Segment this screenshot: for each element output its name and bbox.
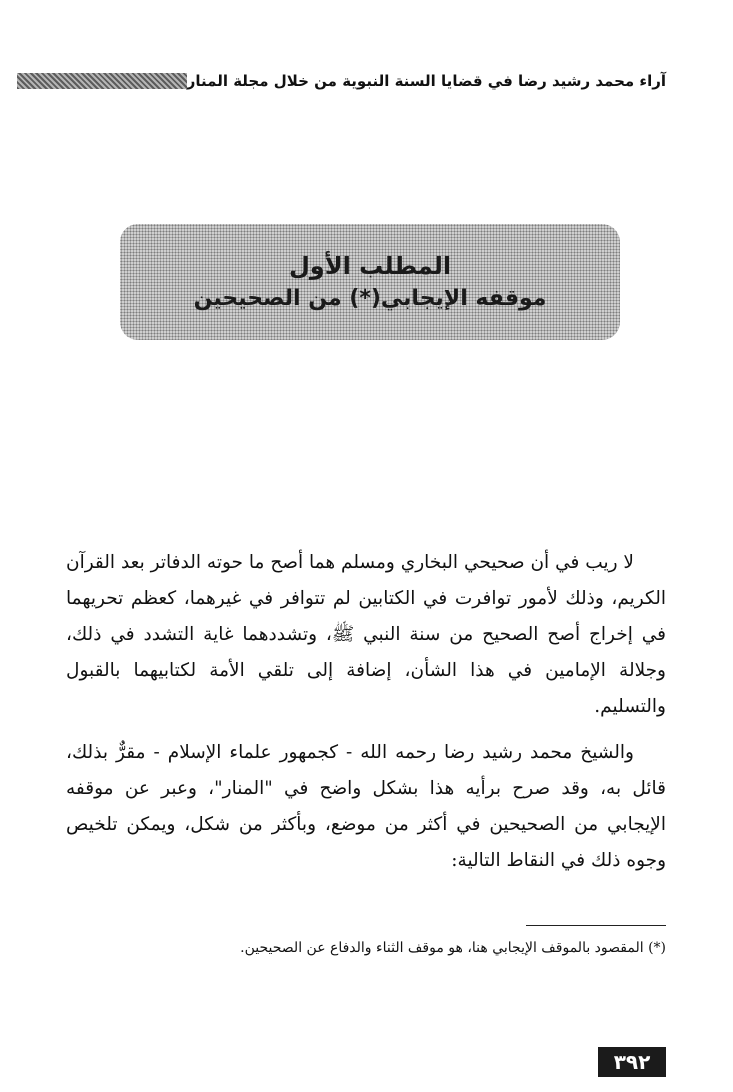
section-heading-box <box>120 224 620 340</box>
footnote-divider <box>526 925 666 926</box>
page-number: ٣٩٢ <box>598 1047 666 1077</box>
footnote: (*) المقصود بالموقف الإيجابي هنا، هو موقف الثناء والدفاع عن الصحيحين. <box>240 940 666 956</box>
running-header <box>66 66 666 96</box>
paragraph-1: لا ريب في أن صحيحي البخاري ومسلم هما أصح ما حوته الدفاتر بعد القرآن الكريم، وذلك لأمور توافرت في الكتابين لم تتوافر في غيرهما، كعظم تحريهما في إخراج أصح الصحيح من سنة النبي ﷺ، وتشددهما غاية التشدد في ذلك، وجلالة الإمامين في هذا الشأن، إضافة إلى تلقي الأمة لكتابيهما بالقبول والتسليم. <box>66 552 666 717</box>
running-header-title: آراء محمد رشيد رضا في قضايا السنة النبوية من خلال مجلة المنار <box>186 72 666 90</box>
body-text <box>66 545 666 879</box>
header-decorative-bar <box>17 73 187 89</box>
paragraph-2: والشيخ محمد رشيد رضا رحمه الله - كجمهور علماء الإسلام - مقرٌّ بذلك، قائل به، وقد صرح برأيه هذا بشكل واضح في "المنار"، وعبر عن موقفه الإيجابي من الصحيحين في أكثر من موضع، وبأكثر من شكل، ويمكن تلخيص وجوه ذلك في النقاط التالية: <box>66 742 666 871</box>
section-title: موقفه الإيجابي(*) من الصحيحين <box>193 286 547 312</box>
section-label: المطلب الأول <box>288 251 452 280</box>
